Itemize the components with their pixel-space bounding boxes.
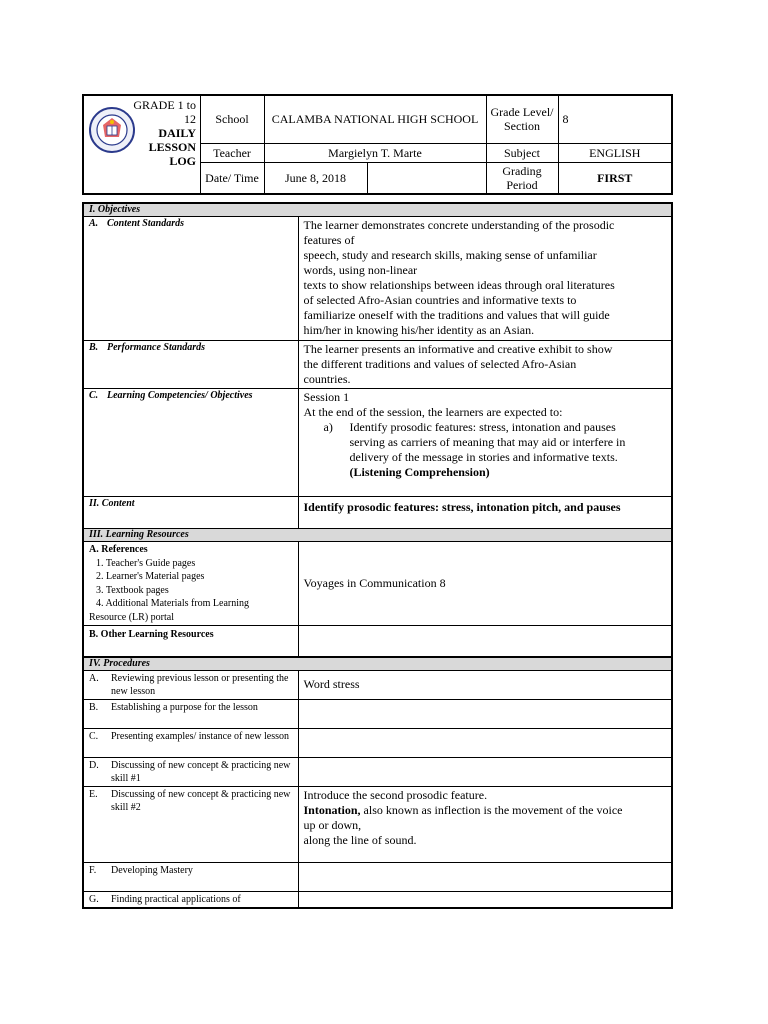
time-value [367,163,486,193]
date-label: Date/ Time [200,162,264,194]
teacher-value: Margielyn T. Marte [264,143,486,162]
header-table [82,94,673,195]
other-resources-value [298,626,672,657]
procedure-row-f-value [298,862,672,891]
performance-standards-label: B. Performance Standards [83,341,298,389]
procedure-row-g-label: G. Finding practical applications of [83,891,298,908]
period-value: FIRST [558,162,672,194]
teacher-label: Teacher [200,143,264,162]
competencies-value: Session 1 At the end of the session, the learners are expected to: a) Identify prosodic features: stress, intonation and pauses serving as carriers of meaning that may aid or interfere in delivery of the message in stories and informative texts. (Listening Comprehension) [298,389,672,497]
procedure-row-b-value [298,699,672,728]
grade-value: 8 [558,95,672,143]
procedure-row-e-value: Introduce the second prosodic feature. Intonation, also known as inflection is the movement of the voice up or down, along the line of sound. [298,786,672,862]
period-label: Grading Period [486,162,558,194]
school-value: CALAMBA NATIONAL HIGH SCHOOL [264,95,486,143]
subject-value: ENGLISH [558,143,672,162]
objectives-heading: I. Objectives [83,203,672,217]
procedure-row-c-label: C. Presenting examples/ instance of new lesson [83,728,298,757]
performance-standards-value: The learner presents an informative and creative exhibit to show the different traditions and values of selected Afro-Asian countries. [298,341,672,389]
lesson-table [82,202,673,909]
content-standards-value: The learner demonstrates concrete understanding of the prosodic features of speech, study and research skills, making sense of unfamiliar words, using non-linear texts to show relationships between ideas through oral literatures of selected Afro-Asian countries and informative texts to familiarize oneself with the traditions and values that will guide him/her in knowing his/her identity as an Asian. [298,217,672,341]
date-cell [264,162,486,194]
date-value: June 8, 2018 [265,163,368,193]
grade-label: Grade Level/ Section [486,95,558,143]
procedure-row-b-label: B. Establishing a purpose for the lesson [83,699,298,728]
procedure-row-a-label: A. Reviewing previous lesson or presenting the new lesson [83,670,298,699]
procedure-row-f-label: F. Developing Mastery [83,862,298,891]
procedure-row-g-value [298,891,672,908]
references-label: A. References 1. Teacher's Guide pages 2. Learner's Material pages 3. Textbook pages 4. Additional Materials from Learning Resource (LR) portal [83,542,298,626]
content-label: II. Content [83,497,298,529]
references-value: Voyages in Communication 8 [298,542,672,626]
procedure-row-d-value [298,757,672,786]
procedure-row-d-label: D. Discussing of new concept & practicing new skill #1 [83,757,298,786]
school-label: School [200,95,264,143]
content-value: Identify prosodic features: stress, intonation pitch, and pauses [298,497,672,529]
subject-label: Subject [486,143,558,162]
form-title: GRADE 1 to 12 DAILY LESSON LOG [133,98,196,168]
logo-title-cell [83,95,200,194]
procedure-row-a-value: Word stress [298,670,672,699]
procedures-heading: IV. Procedures [83,657,672,671]
deped-seal-icon [88,106,136,154]
procedure-row-e-label: E. Discussing of new concept & practicing new skill #2 [83,786,298,862]
competencies-label: C. Learning Competencies/ Objectives [83,389,298,497]
resources-heading: III. Learning Resources [83,529,672,542]
other-resources-label: B. Other Learning Resources [83,626,298,657]
procedure-row-c-value [298,728,672,757]
content-standards-label: A. Content Standards [83,217,298,341]
